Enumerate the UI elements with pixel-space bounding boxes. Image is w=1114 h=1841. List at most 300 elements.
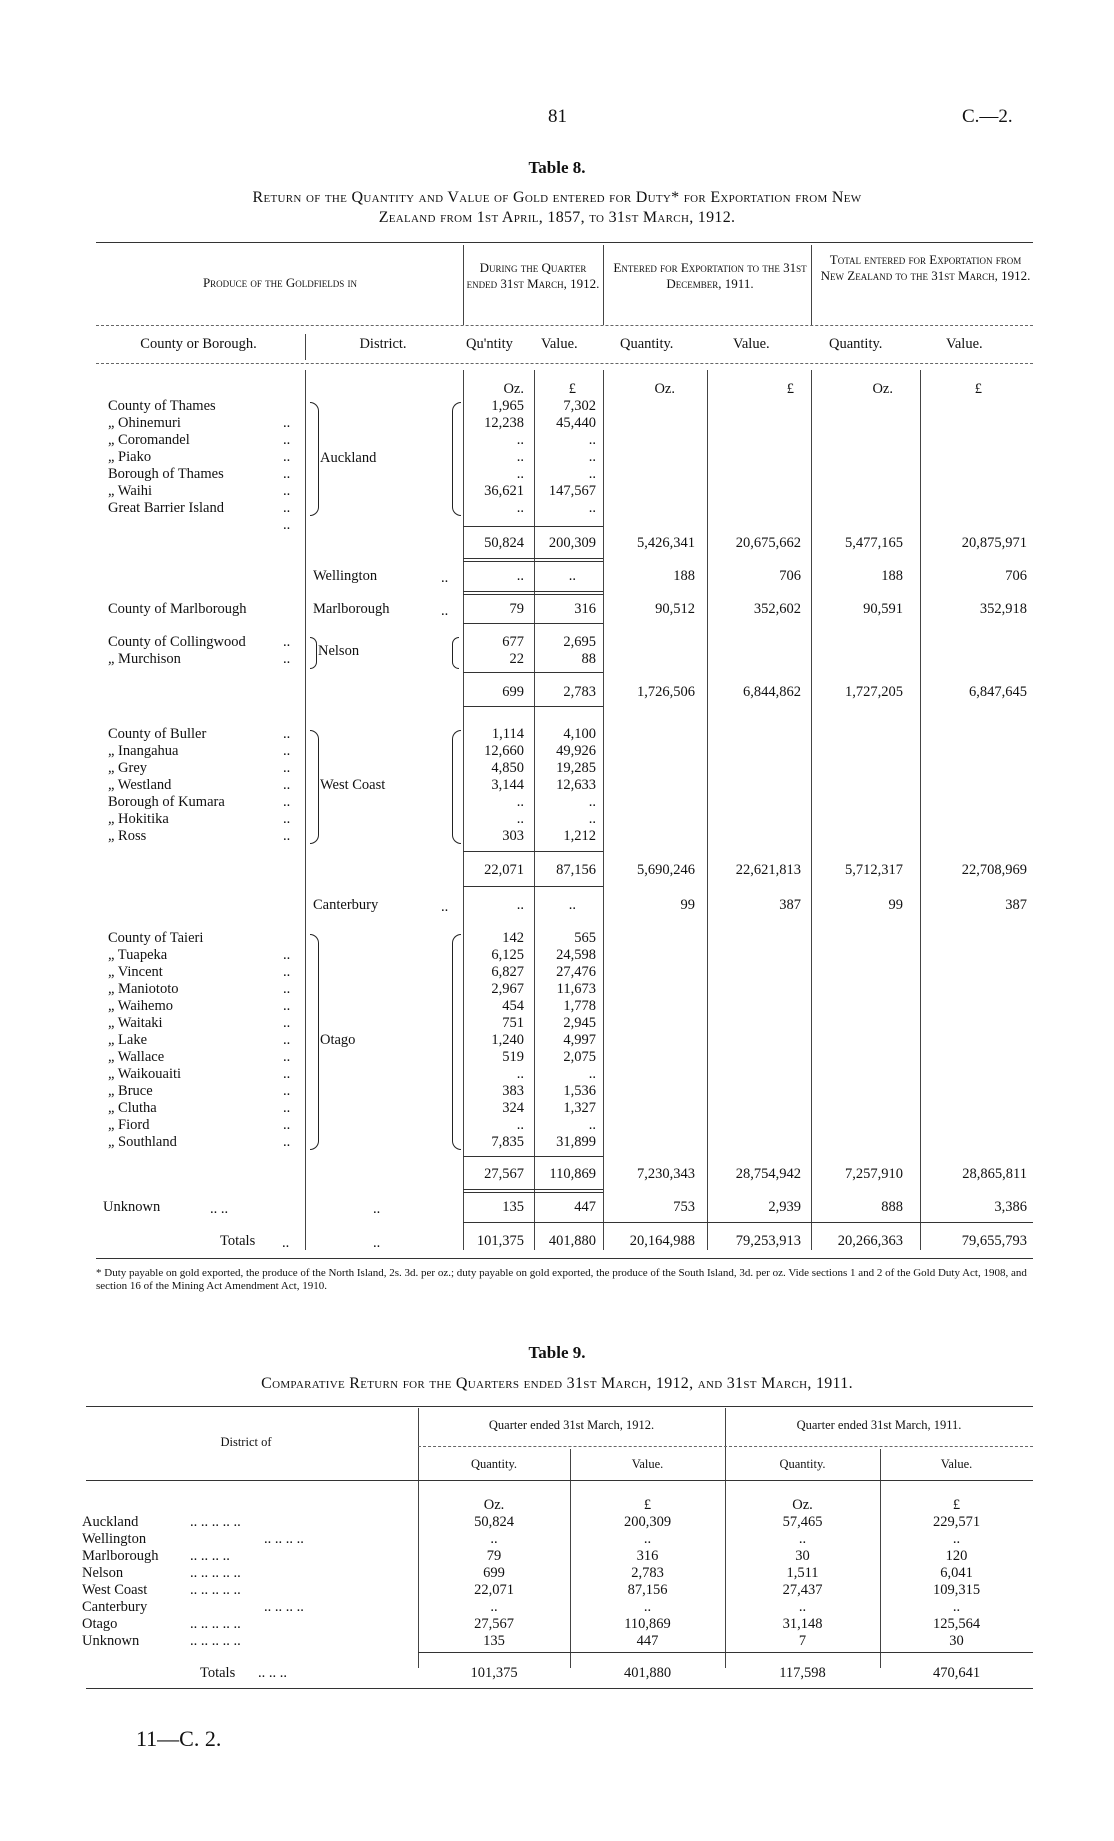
quarter-qty: 324 — [502, 1100, 524, 1116]
unit-oz: Oz. — [792, 1497, 813, 1513]
value-column-header: Value. — [946, 336, 983, 352]
unit-pound: £ — [568, 381, 576, 397]
entered-value: 22,621,813 — [735, 862, 801, 878]
county-name: „ Hokitika — [108, 811, 169, 827]
quarter-value: .. — [588, 466, 596, 482]
quarter-1912-header: Quarter ended 31st March, 1912. — [488, 1418, 655, 1432]
quarter-value: 447 — [574, 1199, 596, 1215]
county-name: „ Bruce — [108, 1083, 153, 1099]
value-1912: 200,309 — [623, 1514, 672, 1530]
table8-body-vline — [920, 370, 921, 1250]
entered-qty: 99 — [680, 897, 695, 913]
quarter-1911-header: Quarter ended 31st March, 1911. — [796, 1418, 962, 1432]
district-row-name: Unknown — [82, 1633, 140, 1649]
quarter-qty: 677 — [502, 634, 524, 650]
county-name: „ Tuapeka — [108, 947, 168, 963]
leader-dots: .. .. .. .. .. — [190, 1565, 241, 1581]
entered-qty: 753 — [673, 1199, 695, 1215]
table8-body-vline — [463, 370, 464, 1250]
subtotal-quarter-value: 87,156 — [556, 862, 596, 878]
value-1912: 447 — [636, 1633, 659, 1649]
unit-pound: £ — [952, 1497, 961, 1513]
quarter-qty: .. — [516, 1117, 524, 1133]
value-1911: 229,571 — [932, 1514, 981, 1530]
county-name: „ Coromandel — [108, 432, 190, 448]
quarter-qty: 6,125 — [491, 947, 524, 963]
quarter-qty: .. — [516, 794, 524, 810]
table8-header-vline — [603, 245, 604, 325]
quarter-qty: 142 — [502, 930, 524, 946]
qty-1912: 22,071 — [474, 1582, 514, 1598]
qty-1912: 135 — [483, 1633, 505, 1649]
entered-qty: 1,726,506 — [637, 684, 695, 700]
group-end-rule — [463, 591, 603, 592]
quantity-header: Quantity. — [779, 1457, 826, 1471]
leader-dots: .. .. .. .. — [264, 1531, 304, 1547]
quarter-qty: .. — [516, 897, 524, 913]
county-name: „ Fiord — [108, 1117, 150, 1133]
county-name: „ Piako — [108, 449, 152, 465]
district-name: Canterbury — [313, 897, 379, 913]
value-1912: 2,783 — [631, 1565, 664, 1581]
entered-header: Entered for Exportation to the 31st December, 1911. — [613, 260, 807, 291]
entered-value: 387 — [779, 897, 801, 913]
table8-body-vline — [707, 370, 708, 1250]
totals-quarter-qty: 101,375 — [476, 1233, 524, 1249]
quarter-value: .. — [588, 1066, 596, 1082]
table9-header-rule — [86, 1480, 1033, 1481]
county-name: Unknown — [103, 1199, 161, 1215]
county-name: „ Maniototo — [108, 981, 179, 997]
quarter-qty: 6,827 — [491, 964, 524, 980]
value-header: Value. — [940, 1457, 973, 1471]
quarter-value: 12,633 — [556, 777, 596, 793]
leader-dots: .. — [282, 1235, 290, 1251]
quarter-qty: 12,238 — [484, 415, 524, 431]
total-qty: 99 — [888, 897, 903, 913]
value-1912: 110,869 — [624, 1616, 671, 1632]
quarter-value: 1,778 — [563, 998, 596, 1014]
total-value: 28,865,811 — [962, 1166, 1027, 1182]
document-reference: C.—2. — [962, 106, 1013, 127]
group-end-rule — [463, 1192, 603, 1193]
total-qty: 888 — [881, 1199, 903, 1215]
quarter-qty: 36,621 — [484, 483, 524, 499]
value-column-header: Value. — [733, 336, 770, 352]
leader-dots: .. — [283, 947, 291, 963]
quarter-value: 11,673 — [556, 981, 596, 997]
county-name: „ Grey — [108, 760, 148, 776]
quarter-value: 31,899 — [556, 1134, 596, 1150]
district-header: District of — [220, 1435, 272, 1449]
entered-qty: 188 — [673, 568, 695, 584]
unit-pound: £ — [974, 381, 982, 397]
left-brace — [310, 934, 319, 1150]
county-name: „ Waitaki — [108, 1015, 163, 1031]
quarter-value: 49,926 — [556, 743, 596, 759]
group-end-rule — [463, 623, 603, 624]
table8-body-vline — [305, 370, 306, 1250]
subtotal-quarter-value: 110,869 — [549, 1166, 596, 1182]
leader-dots: .. — [283, 777, 291, 793]
quarter-value: .. — [588, 432, 596, 448]
leader-dots: .. — [283, 828, 291, 844]
totals-entered-value: 79,253,913 — [735, 1233, 801, 1249]
table8-header-divider — [96, 325, 1033, 326]
quarter-value: 1,536 — [563, 1083, 596, 1099]
entered-value: 20,675,662 — [735, 535, 801, 551]
quarter-qty: 383 — [502, 1083, 524, 1099]
district-column-header: District. — [359, 336, 407, 352]
county-name: „ Vincent — [108, 964, 163, 980]
leader-dots: .. .. .. .. .. — [190, 1616, 241, 1632]
district-row-name: Marlborough — [82, 1548, 159, 1564]
entered-qty: 7,230,343 — [637, 1166, 695, 1182]
group-end-rule — [463, 1189, 603, 1190]
quarter-value: 2,945 — [563, 1015, 596, 1031]
quarter-value: 316 — [574, 601, 596, 617]
quarter-qty: 1,240 — [491, 1032, 524, 1048]
total-value: 20,875,971 — [961, 535, 1027, 551]
quarter-qty: 303 — [502, 828, 524, 844]
quarter-value: 27,476 — [556, 964, 596, 980]
leader-dots: .. — [283, 1066, 291, 1082]
totals-quarter-value: 401,880 — [548, 1233, 596, 1249]
leader-dots: .. .. — [210, 1201, 229, 1217]
leader-dots: .. — [283, 432, 291, 448]
quarter-qty: .. — [516, 811, 524, 827]
district-row-name: West Coast — [82, 1582, 148, 1598]
district-name: West Coast — [320, 777, 386, 793]
quantity-column-header: Quantity. — [620, 336, 674, 352]
unit-oz: Oz. — [872, 381, 893, 397]
quarter-qty: 12,660 — [484, 743, 524, 759]
total-entered-header: Total entered for Exportation from New Zealand to the 31st March, 1912. — [820, 252, 1031, 283]
qty-1912: 699 — [483, 1565, 505, 1581]
county-name: „ Lake — [108, 1032, 148, 1048]
leader-dots: .. — [283, 466, 291, 482]
county-name: County of Collingwood — [108, 634, 246, 650]
quarter-value: 19,285 — [556, 760, 596, 776]
qty-1911: 27,437 — [782, 1582, 823, 1598]
total-qty: 90,591 — [863, 601, 903, 617]
quantity-header: Quantity. — [470, 1457, 518, 1471]
subtotal-quarter-value: 200,309 — [548, 535, 596, 551]
quarter-qty: 519 — [502, 1049, 524, 1065]
county-name: Borough of Thames — [108, 466, 224, 482]
table9-top-rule — [86, 1406, 1033, 1407]
unit-oz: Oz. — [503, 381, 524, 397]
leader-dots: .. — [441, 899, 449, 915]
quarter-qty: .. — [516, 466, 524, 482]
right-brace — [452, 934, 461, 1150]
unit-pound: £ — [643, 1497, 652, 1513]
entered-value: 2,939 — [768, 1199, 801, 1215]
district-name: Auckland — [320, 450, 377, 466]
qty-1911: 7 — [798, 1633, 807, 1649]
leader-dots: .. — [283, 981, 291, 997]
page-number: 81 — [548, 106, 567, 127]
leader-dots: .. — [283, 1134, 291, 1150]
subtotal-quarter-qty: 27,567 — [484, 1166, 524, 1182]
county-column-header: County or Borough. — [140, 336, 257, 352]
county-name: County of Buller — [108, 726, 207, 742]
totals-rule — [463, 1222, 1033, 1223]
county-name: „ Westland — [108, 777, 172, 793]
table9-header-divider — [418, 1446, 1033, 1447]
table8-bottom-rule — [96, 1258, 1033, 1259]
quarter-value: .. — [568, 568, 576, 584]
table9-subtitle: Comparative Return for the Quarters ended 31st March, 1912, and 31st March, 1911. — [261, 1375, 853, 1392]
district-name: Nelson — [318, 643, 360, 659]
qty-1911: 57,465 — [782, 1514, 823, 1530]
quarter-value: 1,327 — [563, 1100, 596, 1116]
group-end-rule — [463, 886, 603, 887]
group-end-rule — [463, 558, 603, 559]
quarter-value: 7,302 — [563, 398, 596, 414]
value-1911: 109,315 — [932, 1582, 981, 1598]
quarter-value: .. — [588, 794, 596, 810]
quarter-value: 45,440 — [556, 415, 596, 431]
unit-oz: Oz. — [483, 1497, 505, 1513]
county-name: „ Wallace — [108, 1049, 165, 1065]
quarter-qty: 1,114 — [491, 726, 524, 742]
entered-value: 352,602 — [753, 601, 801, 617]
quarter-value: 1,212 — [563, 828, 596, 844]
leader-dots: .. — [283, 651, 291, 667]
qty-1911: .. — [798, 1599, 807, 1615]
county-name: Borough of Kumara — [108, 794, 225, 810]
value-1911: 120 — [945, 1548, 968, 1564]
leader-dots: .. — [373, 1201, 381, 1217]
county-name: „ Ohinemuri — [108, 415, 181, 431]
leader-dots: .. — [283, 964, 291, 980]
quarter-value: 2,695 — [563, 634, 596, 650]
leader-dots: .. — [283, 1100, 291, 1116]
total-value: 3,386 — [994, 1199, 1027, 1215]
quarter-value: 24,598 — [556, 947, 596, 963]
total-value: 22,708,969 — [961, 862, 1027, 878]
totals-value-1912: 401,880 — [623, 1665, 672, 1681]
table8-body-vline — [811, 370, 812, 1250]
qty-1912: 27,567 — [474, 1616, 514, 1632]
leader-dots: .. — [283, 415, 291, 431]
table8-subheader-divider — [96, 363, 1033, 364]
totals-total-qty: 20,266,363 — [837, 1233, 903, 1249]
quarter-qty: 22 — [509, 651, 524, 667]
leader-dots: .. — [283, 726, 291, 742]
qty-1911: 31,148 — [782, 1616, 823, 1632]
quarter-qty: 2,967 — [491, 981, 524, 997]
leader-dots: .. — [283, 500, 291, 516]
quantity-column-header: Quantity. — [829, 336, 883, 352]
leader-dots: .. — [373, 1235, 381, 1251]
county-name: County of Taieri — [108, 930, 204, 946]
quantity-column-header: Qu'ntity — [466, 336, 513, 352]
entered-qty: 90,512 — [655, 601, 695, 617]
quarter-qty: .. — [516, 568, 524, 584]
quarter-qty: 3,144 — [491, 777, 524, 793]
value-1912: .. — [643, 1599, 652, 1615]
total-qty: 188 — [881, 568, 903, 584]
county-name: „ Murchison — [108, 651, 181, 667]
totals-value-1911: 470,641 — [932, 1665, 981, 1681]
value-1911: .. — [952, 1531, 961, 1547]
quarter-qty: .. — [516, 449, 524, 465]
leader-dots: .. — [283, 1032, 291, 1048]
subtotal-quarter-qty: 50,824 — [484, 535, 524, 551]
group-end-rule — [463, 706, 603, 707]
value-1911: 6,041 — [940, 1565, 973, 1581]
subtotal-rule — [463, 526, 603, 527]
county-name: „ Waihi — [108, 483, 153, 499]
district-row-name: Otago — [82, 1616, 118, 1632]
table8-top-rule — [96, 242, 1033, 243]
quarter-qty: 454 — [502, 998, 524, 1014]
leader-dots: .. — [283, 517, 291, 533]
totals-total-value: 79,655,793 — [961, 1233, 1027, 1249]
leader-dots: .. — [283, 1049, 291, 1065]
quarter-value: .. — [588, 811, 596, 827]
quarter-qty: 751 — [502, 1015, 524, 1031]
leader-dots: .. — [441, 603, 449, 619]
total-value: 6,847,645 — [969, 684, 1027, 700]
total-value: 706 — [1005, 568, 1027, 584]
quarter-qty: 1,965 — [491, 398, 524, 414]
subtotal-rule — [463, 672, 603, 673]
county-name: County of Marlborough — [108, 601, 247, 617]
subtotal-rule — [463, 851, 603, 852]
quarter-value: .. — [588, 449, 596, 465]
value-1911: .. — [952, 1599, 961, 1615]
subtotal-quarter-qty: 22,071 — [484, 862, 524, 878]
leader-dots: .. .. .. .. .. — [190, 1582, 241, 1598]
qty-1912: 79 — [486, 1548, 502, 1564]
quarter-qty: 4,850 — [491, 760, 524, 776]
entered-qty: 5,690,246 — [637, 862, 695, 878]
qty-1911: 1,511 — [786, 1565, 819, 1581]
county-name: „ Waikouaiti — [108, 1066, 182, 1082]
leader-dots: .. .. .. — [258, 1665, 287, 1681]
leader-dots: .. .. .. .. .. — [190, 1633, 241, 1649]
totals-entered-qty: 20,164,988 — [629, 1233, 695, 1249]
quarter-qty: .. — [516, 500, 524, 516]
value-1912: 316 — [636, 1548, 659, 1564]
district-row-name: Auckland — [82, 1514, 139, 1530]
quarter-value: 147,567 — [548, 483, 596, 499]
qty-1912: .. — [490, 1599, 498, 1615]
leader-dots: .. — [441, 570, 449, 586]
total-qty: 5,477,165 — [845, 535, 903, 551]
leader-dots: .. — [283, 1083, 291, 1099]
district-name: Otago — [320, 1032, 356, 1048]
county-name: Great Barrier Island — [108, 500, 224, 516]
table8-header-vline — [811, 245, 812, 325]
table9-bottom-rule — [86, 1688, 1033, 1689]
county-name: „ Ross — [108, 828, 147, 844]
qty-1911: .. — [798, 1531, 807, 1547]
leader-dots: .. — [283, 449, 291, 465]
value-1911: 30 — [949, 1633, 964, 1649]
page-footer-ref: 11—C. 2. — [136, 1726, 222, 1751]
entered-value: 28,754,942 — [735, 1166, 801, 1182]
table8-footnote: * Duty payable on gold exported, the produce of the North Island, 2s. 3d. per oz.; duty payable on gold exported, the produce of the South Island, 3d. per oz. Vide sections 1 and 2 of the Gold Duty Act, 1908, and section 16 of the Mining Act Amendment Act, 1910. — [96, 1267, 1027, 1292]
table9-title: Table 9. — [528, 1343, 586, 1362]
right-brace — [452, 637, 459, 669]
left-brace — [310, 637, 317, 669]
value-1912: .. — [643, 1531, 652, 1547]
entered-qty: 5,426,341 — [637, 535, 695, 551]
total-value: 352,918 — [979, 601, 1027, 617]
table8-subtitle-line2: Zealand from 1st April, 1857, to 31st March, 1912. — [378, 209, 736, 226]
during-quarter-header: During the Quarter ended 31st March, 1912. — [466, 260, 600, 291]
quarter-value: .. — [588, 500, 596, 516]
totals-qty-1911: 117,598 — [779, 1665, 826, 1681]
group-end-rule — [463, 561, 603, 562]
county-name: „ Inangahua — [108, 743, 179, 759]
total-qty: 5,712,317 — [845, 862, 903, 878]
totals-label: Totals — [200, 1665, 236, 1681]
quarter-value: .. — [588, 1117, 596, 1133]
produce-header: Produce of the Goldfields in — [202, 275, 358, 290]
unit-pound: £ — [786, 381, 794, 397]
leader-dots: .. .. .. .. — [264, 1599, 304, 1615]
leader-dots: .. — [283, 794, 291, 810]
quarter-qty: 135 — [502, 1199, 524, 1215]
qty-1911: 30 — [795, 1548, 810, 1564]
county-name: „ Southland — [108, 1134, 177, 1150]
district-row-name: Wellington — [82, 1531, 147, 1547]
value-1912: 87,156 — [627, 1582, 668, 1598]
totals-qty-1912: 101,375 — [470, 1665, 518, 1681]
table8-header-vline — [305, 334, 306, 360]
leader-dots: .. — [283, 811, 291, 827]
leader-dots: .. .. .. .. — [190, 1548, 230, 1564]
quarter-qty: 79 — [509, 601, 524, 617]
leader-dots: .. .. .. .. .. — [190, 1514, 241, 1530]
quarter-value: .. — [568, 897, 576, 913]
leader-dots: .. — [283, 483, 291, 499]
leader-dots: .. — [283, 634, 291, 650]
table8-subtitle-line1: Return of the Quantity and Value of Gold entered for Duty* for Exportation from New — [252, 189, 862, 206]
left-brace — [310, 402, 319, 516]
table8-title: Table 8. — [528, 158, 586, 177]
district-row-name: Canterbury — [82, 1599, 148, 1615]
entered-value: 6,844,862 — [743, 684, 801, 700]
subtotal-quarter-qty: 699 — [502, 684, 524, 700]
right-brace — [452, 402, 461, 516]
qty-1912: .. — [490, 1531, 498, 1547]
quarter-value: 565 — [574, 930, 596, 946]
value-column-header: Value. — [541, 336, 578, 352]
total-qty: 7,257,910 — [845, 1166, 903, 1182]
leader-dots: .. — [283, 1015, 291, 1031]
county-name: „ Clutha — [108, 1100, 157, 1116]
quarter-qty: 7,835 — [491, 1134, 524, 1150]
quarter-qty: .. — [516, 432, 524, 448]
table8-body-vline — [603, 370, 604, 1250]
entered-value: 706 — [779, 568, 801, 584]
leader-dots: .. — [283, 998, 291, 1014]
quarter-value: 4,100 — [563, 726, 596, 742]
county-name: County of Thames — [108, 398, 216, 414]
table8-body-vline — [534, 370, 535, 1250]
subtotal-quarter-value: 2,783 — [563, 684, 596, 700]
unit-oz: Oz. — [654, 381, 675, 397]
district-row-name: Nelson — [82, 1565, 124, 1581]
quarter-value: 2,075 — [563, 1049, 596, 1065]
totals-label: Totals — [220, 1233, 256, 1249]
